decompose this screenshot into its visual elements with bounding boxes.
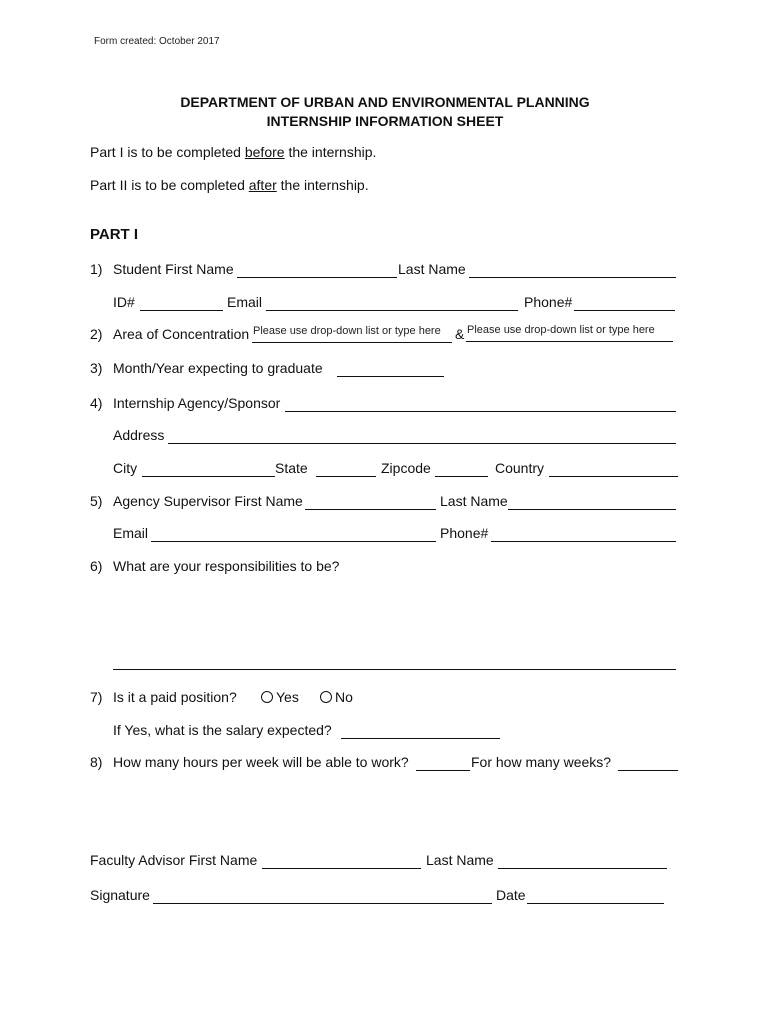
state-field[interactable]: [316, 476, 376, 477]
responsibilities-field[interactable]: [113, 669, 676, 670]
paid-position-label: Is it a paid position?: [113, 689, 237, 705]
address-field[interactable]: [168, 443, 676, 444]
intro-part1-pre: Part I is to be completed: [90, 144, 245, 160]
responsibilities-label: What are your responsibilities to be?: [113, 558, 340, 574]
intro-part2-pre: Part II is to be completed: [90, 177, 249, 193]
city-field[interactable]: [142, 476, 275, 477]
yes-radio-icon[interactable]: [261, 691, 273, 703]
student-last-name-field[interactable]: [469, 277, 676, 278]
supervisor-first-name-field[interactable]: [305, 509, 436, 510]
country-field[interactable]: [549, 476, 678, 477]
state-label: State: [275, 460, 308, 476]
id-label: ID#: [113, 294, 135, 310]
supervisor-phone-label: Phone#: [440, 525, 489, 541]
phone-label: Phone#: [524, 294, 573, 310]
intro-part1-before: before: [244, 144, 285, 160]
area-of-concentration-label: Area of Concentration: [113, 326, 250, 342]
paid-yes-option[interactable]: [261, 689, 299, 705]
q4-number: 4): [90, 395, 103, 411]
ampersand: &: [455, 326, 465, 342]
student-first-name-field[interactable]: [237, 277, 397, 278]
q1-number: 1): [90, 261, 103, 277]
internship-agency-field[interactable]: [285, 411, 676, 412]
signature-field[interactable]: [153, 903, 492, 904]
email-field[interactable]: [266, 310, 518, 311]
q2-number: 2): [90, 326, 103, 342]
yes-label: Yes: [276, 689, 299, 705]
q8-number: 8): [90, 754, 103, 770]
form-created-note: Form created: October 2017: [94, 36, 220, 47]
q6-number: 6): [90, 558, 103, 574]
concentration-dropdown-1[interactable]: Please use drop-down list or type here: [253, 325, 441, 337]
intro-part1-post: the internship.: [284, 144, 377, 160]
faculty-last-name-label: Last Name: [426, 852, 494, 868]
supervisor-phone-field[interactable]: [491, 541, 676, 542]
document-title-sheet: INTERNSHIP INFORMATION SHEET: [266, 113, 504, 129]
id-field[interactable]: [140, 310, 223, 311]
student-last-name-label: Last Name: [398, 261, 466, 277]
email-label: Email: [227, 294, 263, 310]
weeks-label: For how many weeks?: [471, 754, 612, 770]
concentration-dropdown-2-underline: [466, 341, 673, 342]
q3-number: 3): [90, 360, 103, 376]
q5-number: 5): [90, 493, 103, 509]
country-label: Country: [495, 460, 545, 476]
hours-per-week-field[interactable]: [416, 770, 470, 771]
faculty-first-name-label: Faculty Advisor First Name: [90, 852, 258, 868]
intro-part2-after: after: [248, 177, 277, 193]
graduation-date-label: Month/Year expecting to graduate: [113, 360, 323, 376]
concentration-dropdown-1-underline: [252, 342, 452, 343]
supervisor-last-name-label: Last Name: [440, 493, 508, 509]
supervisor-email-field[interactable]: [151, 541, 436, 542]
salary-label: If Yes, what is the salary expected?: [113, 722, 332, 738]
hours-per-week-label: How many hours per week will be able to work?: [113, 754, 409, 770]
weeks-field[interactable]: [618, 770, 678, 771]
no-radio-icon[interactable]: [320, 691, 332, 703]
phone-field[interactable]: [574, 310, 675, 311]
no-label: No: [335, 689, 353, 705]
supervisor-first-name-label: Agency Supervisor First Name: [113, 493, 303, 509]
date-label: Date: [496, 887, 526, 903]
intro-part2: [90, 177, 369, 193]
document-title-department: DEPARTMENT OF URBAN AND ENVIRONMENTAL PLANNING: [180, 94, 590, 110]
internship-agency-label: Internship Agency/Sponsor: [113, 395, 281, 411]
zipcode-label: Zipcode: [381, 460, 431, 476]
signature-label: Signature: [90, 887, 150, 903]
intro-part1: [90, 144, 376, 160]
supervisor-email-label: Email: [113, 525, 149, 541]
city-label: City: [113, 460, 138, 476]
paid-no-option[interactable]: [320, 689, 353, 705]
intro-part2-post: the internship.: [276, 177, 369, 193]
zipcode-field[interactable]: [435, 476, 488, 477]
faculty-first-name-field[interactable]: [262, 868, 421, 869]
supervisor-last-name-field[interactable]: [508, 509, 676, 510]
concentration-dropdown-2[interactable]: Please use drop-down list or type here: [467, 324, 655, 336]
salary-field[interactable]: [341, 738, 500, 739]
q7-number: 7): [90, 689, 103, 705]
student-first-name-label: Student First Name: [113, 261, 234, 277]
date-field[interactable]: [527, 903, 664, 904]
graduation-date-field[interactable]: [337, 376, 444, 377]
address-label: Address: [113, 427, 165, 443]
part-heading: PART I: [90, 226, 139, 243]
faculty-last-name-field[interactable]: [498, 868, 667, 869]
